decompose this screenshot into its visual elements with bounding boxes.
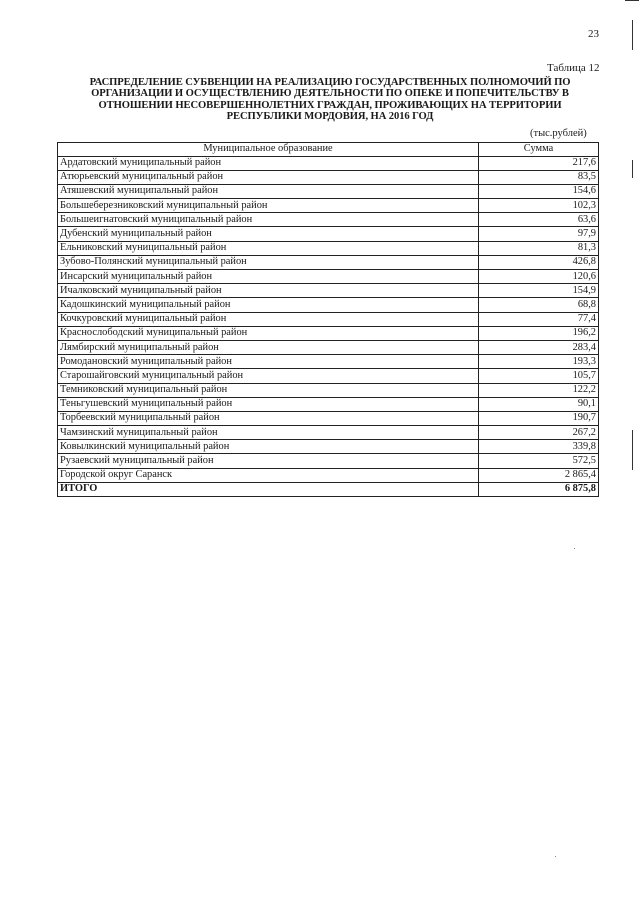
subsidy-amount: 190,7 [479, 411, 599, 425]
municipality-name: Инсарский муниципальный район [58, 270, 479, 284]
scan-margin-mark [632, 160, 633, 178]
subsidy-amount: 193,3 [479, 355, 599, 369]
municipality-name: Ардатовский муниципальный район [58, 156, 479, 170]
table-row [58, 199, 599, 213]
municipality-name: Рузаевский муниципальный район [58, 454, 479, 468]
units-label: (тыс.рублей) [530, 128, 587, 139]
table-row [58, 298, 599, 312]
table-row [58, 312, 599, 326]
table-body [58, 156, 599, 482]
table-row [58, 369, 599, 383]
municipality-name: Чамзинский муниципальный район [58, 426, 479, 440]
municipality-name: Лямбирский муниципальный район [58, 340, 479, 354]
subsidy-amount: 426,8 [479, 255, 599, 269]
municipality-name: Зубово-Полянский муниципальный район [58, 255, 479, 269]
scan-margin-mark [625, 0, 639, 1]
subsidy-amount: 81,3 [479, 241, 599, 255]
municipality-name: Ковылкинский муниципальный район [58, 440, 479, 454]
municipality-name: Ельниковский муниципальный район [58, 241, 479, 255]
municipality-name: Городской округ Саранск [58, 468, 479, 482]
table-row [58, 411, 599, 425]
column-header-municipality: Муниципальное образование [58, 143, 479, 157]
subsidy-amount: 572,5 [479, 454, 599, 468]
scan-speck [574, 548, 575, 549]
municipality-name: Краснослободский муниципальный район [58, 326, 479, 340]
table-row [58, 284, 599, 298]
municipality-name: Кочкуровский муниципальный район [58, 312, 479, 326]
subsidy-amount: 154,9 [479, 284, 599, 298]
subsidy-amount: 63,6 [479, 213, 599, 227]
table-row [58, 355, 599, 369]
subsidy-amount: 339,8 [479, 440, 599, 454]
total-amount: 6 875,8 [479, 482, 599, 496]
subsidy-amount: 120,6 [479, 270, 599, 284]
table-row [58, 156, 599, 170]
subsidy-amount: 97,9 [479, 227, 599, 241]
municipality-name: Ичалковский муниципальный район [58, 284, 479, 298]
subsidy-amount: 217,6 [479, 156, 599, 170]
table-row [58, 241, 599, 255]
subsidy-amount: 122,2 [479, 383, 599, 397]
table-row [58, 440, 599, 454]
subsidy-amount: 68,8 [479, 298, 599, 312]
municipality-name: Торбеевский муниципальный район [58, 411, 479, 425]
page-number: 23 [588, 28, 599, 40]
municipality-name: Атяшевский муниципальный район [58, 184, 479, 198]
subsidy-amount: 283,4 [479, 340, 599, 354]
table-row [58, 170, 599, 184]
subsidy-amount: 83,5 [479, 170, 599, 184]
subsidy-amount: 102,3 [479, 199, 599, 213]
table-row [58, 397, 599, 411]
table-row [58, 468, 599, 482]
subsidy-amount: 154,6 [479, 184, 599, 198]
subsidy-amount: 2 865,4 [479, 468, 599, 482]
table-row [58, 426, 599, 440]
total-label: ИТОГО [58, 482, 479, 496]
table-row [58, 454, 599, 468]
scan-margin-mark [632, 430, 633, 470]
municipality-name: Большеберезниковский муниципальный район [58, 199, 479, 213]
municipality-name: Дубенский муниципальный район [58, 227, 479, 241]
title-line: РЕСПУБЛИКИ МОРДОВИЯ, НА 2016 ГОД [226, 111, 434, 123]
municipality-name: Кадошкинский муниципальный район [58, 298, 479, 312]
total-row [58, 482, 599, 496]
municipality-name: Теньгушевский муниципальный район [58, 397, 479, 411]
subsidy-distribution-table [57, 142, 599, 497]
scan-margin-mark [632, 20, 633, 50]
table-row [58, 213, 599, 227]
subsidy-amount: 267,2 [479, 426, 599, 440]
subsidy-amount: 90,1 [479, 397, 599, 411]
title-line: РАСПРЕДЕЛЕНИЕ СУБВЕНЦИИ НА РЕАЛИЗАЦИЮ ГОСУДАРСТВЕННЫХ ПОЛНОМОЧИЙ ПО [89, 77, 571, 88]
subsidy-amount: 196,2 [479, 326, 599, 340]
municipality-name: Старошайговский муниципальный район [58, 369, 479, 383]
municipality-name: Ромодановский муниципальный район [58, 355, 479, 369]
document-title [60, 77, 600, 123]
table-row [58, 383, 599, 397]
subsidy-amount: 77,4 [479, 312, 599, 326]
municipality-name: Атюрьевский муниципальный район [58, 170, 479, 184]
table-row [58, 340, 599, 354]
subsidy-amount: 105,7 [479, 369, 599, 383]
table-row [58, 184, 599, 198]
table-row [58, 270, 599, 284]
municipality-name: Большеигнатовский муниципальный район [58, 213, 479, 227]
table-label: Таблица 12 [547, 62, 600, 74]
title-line: ОРГАНИЗАЦИИ И ОСУЩЕСТВЛЕНИЮ ДЕЯТЕЛЬНОСТИ ПО ОПЕКЕ И ПОПЕЧИТЕЛЬСТВУ В [91, 88, 569, 100]
title-line: ОТНОШЕНИИ НЕСОВЕРШЕННОЛЕТНИХ ГРАЖДАН, ПРОЖИВАЮЩИХ НА ТЕРРИТОРИИ [98, 99, 562, 111]
table-row [58, 326, 599, 340]
column-header-amount: Сумма [479, 143, 599, 157]
table-header-row [58, 143, 599, 157]
scan-speck [555, 856, 556, 857]
table-row [58, 255, 599, 269]
table-row [58, 227, 599, 241]
municipality-name: Темниковский муниципальный район [58, 383, 479, 397]
